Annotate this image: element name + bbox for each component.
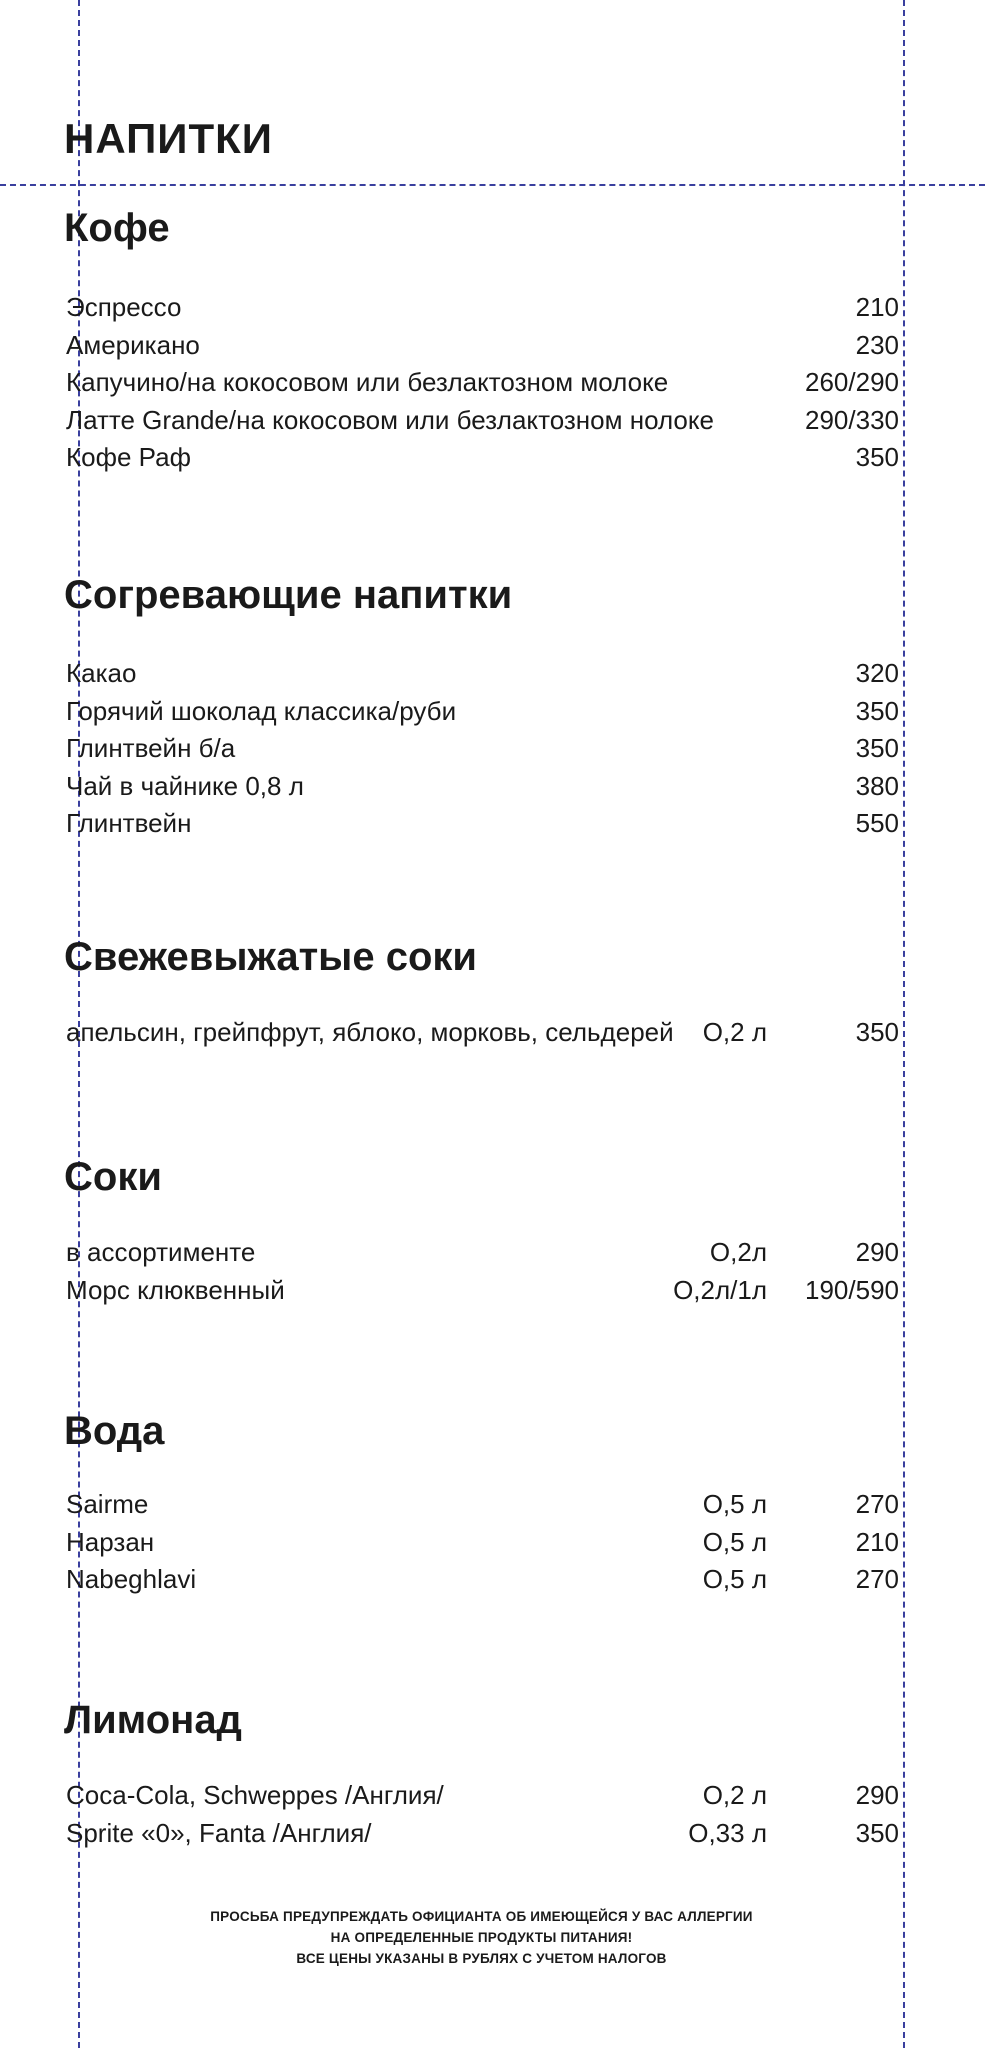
item-price: 350 (855, 1017, 899, 1047)
section-title: Свежевыжатые соки (64, 935, 477, 979)
page-title: НАПИТКИ (64, 115, 273, 162)
item-name: Sprite «0», Fanta /Англия/ (66, 1817, 372, 1848)
section-fresh-juices (64, 934, 899, 1047)
item-price: 210 (855, 1526, 899, 1557)
item-price: 210 (855, 292, 899, 322)
section-juices (64, 1154, 899, 1305)
menu-item (64, 693, 899, 731)
item-price: 350 (855, 442, 899, 472)
section-warming-drinks (64, 572, 899, 838)
item-name: Какао (66, 658, 137, 688)
item-price: 290 (855, 1237, 899, 1267)
right-cut-guide (903, 0, 905, 2048)
item-name: Глинтвейн б/а (66, 733, 236, 763)
item-volume: О,5 л (702, 1564, 767, 1594)
menu-item (64, 1561, 899, 1599)
item-name: в ассортименте (66, 1237, 256, 1267)
item-volume: О,2 л (702, 1017, 767, 1047)
menu-item (64, 805, 899, 843)
item-name: Капучино/на кокосовом или безлактозном молоке (66, 367, 669, 397)
item-price: 190/590 (805, 1274, 899, 1305)
item-name: Чай в чайнике 0,8 л (66, 770, 304, 801)
item-price: 230 (855, 329, 899, 360)
item-volume: О,5 л (702, 1526, 767, 1557)
item-name: Coca-Cola, Schweppes /Англия/ (66, 1780, 444, 1810)
item-name: Глинтвейн (66, 808, 192, 838)
item-name: Nabeghlavi (66, 1564, 197, 1594)
footer-line: НА ОПРЕДЕЛЕННЫЕ ПРОДУКТЫ ПИТАНИЯ! (330, 1930, 633, 1945)
menu-item (64, 289, 899, 327)
section-title: Соки (64, 1155, 162, 1199)
item-price: 550 (855, 808, 899, 838)
section-title: Кофе (64, 206, 170, 250)
item-price: 350 (855, 695, 899, 726)
item-name: Морс клюквенный (66, 1274, 285, 1305)
menu-item (64, 655, 899, 693)
item-price: 290/330 (805, 404, 899, 435)
item-price: 270 (855, 1564, 899, 1594)
menu-item (64, 1524, 899, 1562)
item-volume: О,2л (709, 1237, 767, 1267)
menu-item (64, 327, 899, 365)
section-title: Лимонад (64, 1698, 242, 1742)
item-price: 270 (855, 1489, 899, 1519)
item-volume: О,2л/1л (673, 1274, 767, 1305)
menu-item (64, 1272, 899, 1310)
item-price: 380 (855, 770, 899, 801)
section-title: Согревающие напитки (64, 573, 513, 617)
item-volume: О,2 л (702, 1780, 767, 1810)
item-name: Американо (66, 329, 200, 360)
menu-item (64, 768, 899, 806)
item-volume: О,33 л (688, 1817, 767, 1848)
footer-line: ПРОСЬБА ПРЕДУПРЕЖДАТЬ ОФИЦИАНТА ОБ ИМЕЮЩЕЙСЯ У ВАС АЛЛЕРГИИ (210, 1909, 753, 1924)
section-water (64, 1408, 899, 1594)
menu-item (64, 402, 899, 440)
item-name: Латте Grande/на кокосовом или безлактозном нолоке (66, 404, 715, 435)
item-price: 290 (855, 1780, 899, 1810)
footer-line: ВСЕ ЦЕНЫ УКАЗАНЫ В РУБЛЯХ С УЧЕТОМ НАЛОГОВ (296, 1951, 667, 1966)
menu-item (64, 730, 899, 768)
menu-item (64, 1815, 899, 1853)
menu-item (64, 439, 899, 477)
item-price: 350 (855, 1817, 899, 1848)
item-name: Sairme (66, 1489, 149, 1519)
menu-item (64, 1014, 899, 1052)
section-title: Вода (64, 1409, 165, 1453)
item-name: апельсин, грейпфрут, яблоко, морковь, сельдерей (66, 1017, 674, 1047)
item-price: 320 (855, 658, 899, 688)
item-name: Горячий шоколад классика/руби (66, 695, 457, 726)
menu-item (64, 1777, 899, 1815)
menu-item (64, 364, 899, 402)
section-coffee (64, 205, 899, 472)
item-name: Нарзан (66, 1526, 155, 1557)
item-price: 350 (855, 733, 899, 763)
footer-notice (64, 1906, 899, 1969)
top-cut-guide (0, 184, 985, 186)
item-price: 260/290 (805, 367, 899, 397)
item-name: Эспрессо (66, 292, 182, 322)
item-name: Кофе Раф (66, 442, 192, 472)
menu-item (64, 1486, 899, 1524)
section-lemonade (64, 1697, 899, 1848)
menu-item (64, 1234, 899, 1272)
item-volume: О,5 л (702, 1489, 767, 1519)
